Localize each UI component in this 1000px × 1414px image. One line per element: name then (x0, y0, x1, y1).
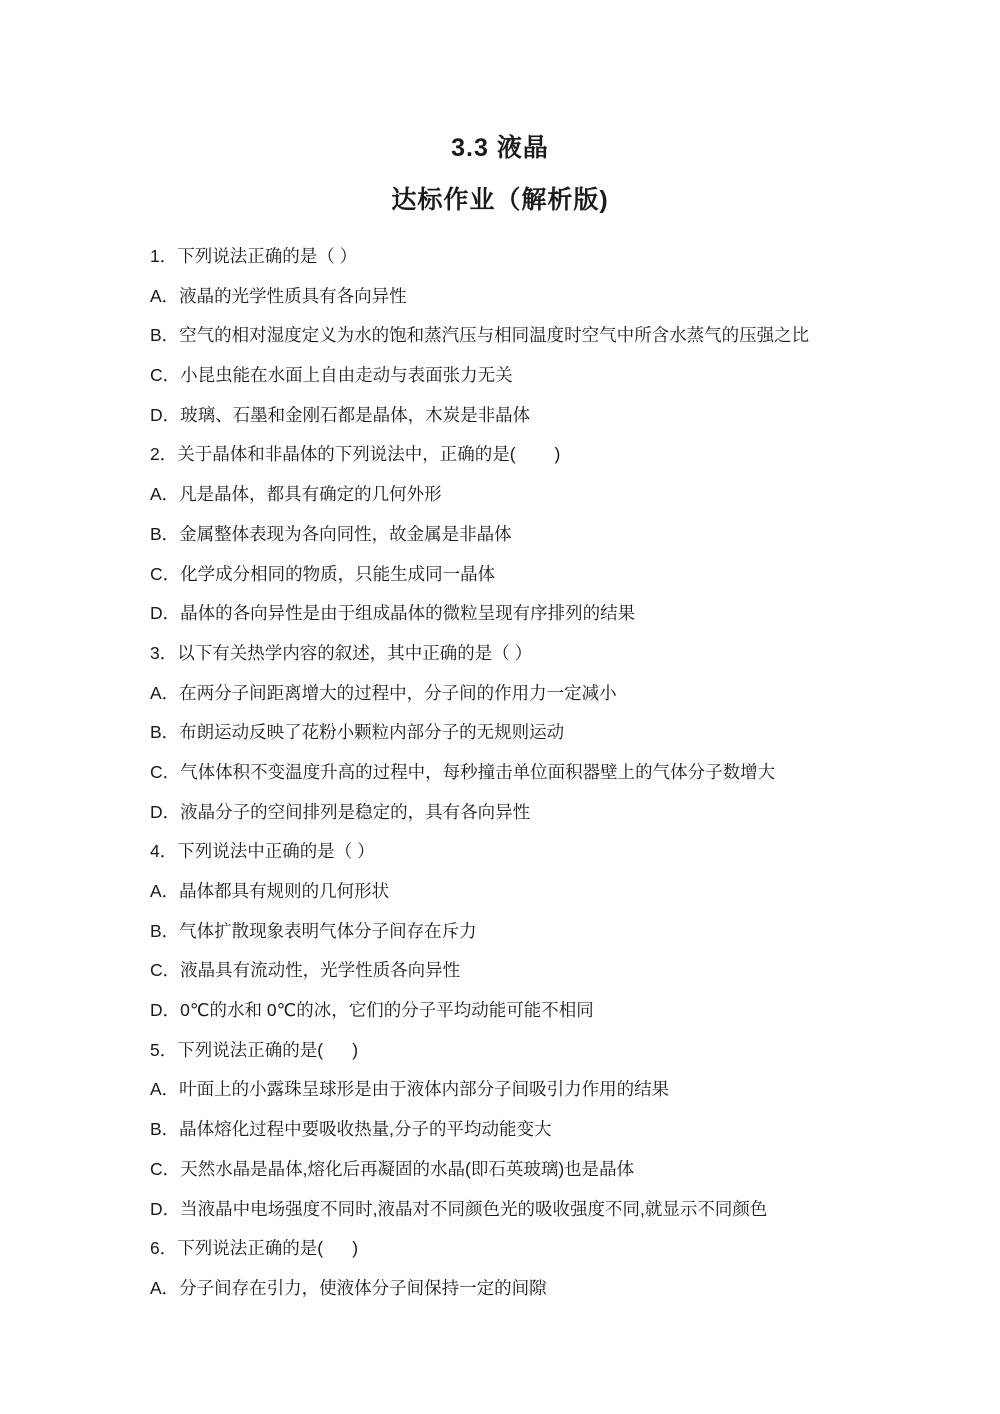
question-6-stem: 6．下列说法正确的是( ) (150, 1238, 359, 1259)
question-5-option-a: A．叶面上的小露珠呈球形是由于液体内部分子间吸引力作用的结果 (150, 1079, 670, 1100)
question-list (150, 237, 940, 1309)
question-1-option-d: D．玻璃、石墨和金刚石都是晶体，木炭是非晶体 (150, 404, 531, 425)
question-4-stem: 4．下列说法中正确的是（ ） (150, 841, 375, 862)
question-3-option-a: A．在两分子间距离增大的过程中，分子间的作用力一定减小 (150, 682, 617, 703)
question-4-option-a: A．晶体都具有规则的几何形状 (150, 881, 390, 901)
question-3-option-d: D．液晶分子的空间排列是稳定的，具有各向异性 (150, 801, 531, 822)
question-2-option-b: B．金属整体表现为各向同性，故金属是非晶体 (150, 523, 512, 544)
question-6 (150, 1229, 940, 1308)
question-2 (150, 435, 940, 633)
question-5-option-c: C．天然水晶是晶体,熔化后再凝固的水晶(即石英玻璃)也是晶体 (150, 1158, 635, 1179)
question-5-option-d: D．当液晶中电场强度不同时,液晶对不同颜色光的吸收强度不同,就显示不同颜色 (150, 1198, 768, 1219)
question-5-option-b: B．晶体熔化过程中要吸收热量,分子的平均动能变大 (150, 1119, 552, 1140)
document-title: 3.3 液晶 (451, 134, 549, 162)
question-2-stem: 2．关于晶体和非晶体的下列说法中，正确的是( ) (150, 444, 561, 465)
question-3 (150, 634, 940, 832)
question-1-stem: 1．下列说法正确的是（ ） (150, 246, 358, 266)
question-1-option-b: B．空气的相对湿度定义为水的饱和蒸汽压与相同温度时空气中所含水蒸气的压强之比 (150, 325, 810, 346)
question-2-option-c: C．化学成分相同的物质，只能生成同一晶体 (150, 563, 496, 584)
question-3-option-b: B．布朗运动反映了花粉小颗粒内部分子的无规则运动 (150, 722, 565, 743)
question-4 (150, 832, 940, 1030)
question-4-option-d: D．0℃的水和 0℃的冰，它们的分子平均动能可能不相同 (150, 1000, 594, 1021)
question-4-option-b: B．气体扩散现象表明气体分子间存在斥力 (150, 920, 477, 941)
question-3-option-c: C．气体体积不变温度升高的过程中，每秒撞击单位面积器壁上的气体分子数增大 (150, 761, 776, 782)
question-4-option-c: C．液晶具有流动性，光学性质各向异性 (150, 960, 461, 981)
question-6-option-a: A．分子间存在引力，使液体分子间保持一定的间隙 (150, 1277, 547, 1298)
question-2-option-a: A．凡是晶体，都具有确定的几何外形 (150, 484, 442, 505)
question-1 (150, 237, 940, 435)
question-5-stem: 5．下列说法正确的是( ) (150, 1039, 359, 1060)
question-2-option-d: D．晶体的各向异性是由于组成晶体的微粒呈现有序排列的结果 (150, 603, 636, 624)
question-5 (150, 1031, 940, 1229)
question-3-stem: 3．以下有关热学内容的叙述，其中正确的是（ ） (150, 642, 533, 663)
question-1-option-a: A．液晶的光学性质具有各向异性 (150, 285, 407, 306)
document-subtitle: 达标作业（解析版) (391, 186, 609, 214)
question-1-option-c: C．小昆虫能在水面上自由走动与表面张力无关 (150, 365, 513, 386)
